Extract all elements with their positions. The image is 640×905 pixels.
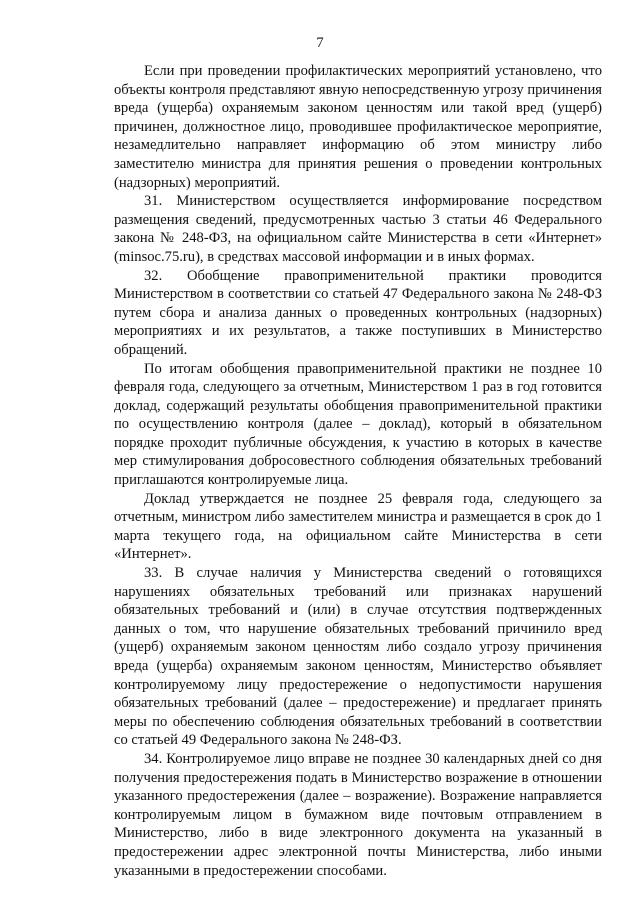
- paragraph-34-objection: 34. Контролируемое лицо вправе не позднее 30 календарных дней со дня получения предостережения подать в Министерство возражение в отношении указанного предостережения (далее – возражение). Возражение направляется контролируемым лицом в бумажном виде почтовым отправлением в Министерство, либо в виде электронного документа на указанный в предостережении адрес электронной почты Министерства, либо иными указанными в предостережении способами.: [114, 750, 602, 879]
- paragraph-threat-notice: Если при проведении профилактических мероприятий установлено, что объекты контроля представляют явную непосредственную угрозу причинения вреда (ущерба) охраняемым законом ценностям или такой вред (ущерб) причинен, должностное лицо, проводившее профилактическое мероприятие, незамедлительно направляет информацию об этом министру либо заместителю министра для принятия решения о проведении контрольных (надзорных) мероприятий.: [114, 63, 602, 191]
- paragraph-32-practice-generalization: 32. Обобщение правоприменительной практики проводится Министерством в соответствии со статьей 47 Федерального закона № 248-ФЗ путем сбора и анализа данных о проведенных контрольных (надзорных) мероприятиях и их результатов, а также поступивших в Министерство обращений.: [114, 267, 602, 358]
- document-body: [114, 62, 602, 880]
- paragraph-31-informing: 31. Министерством осуществляется информирование посредством размещения сведений, предусмотренных частью 3 статьи 46 Федерального закона № 248-ФЗ, на официальном сайте Министерства в сети «Интернет» (minsoc.75.ru), в средствах массовой информации и в иных формах.: [114, 193, 602, 265]
- paragraph-33-warning: 33. В случае наличия у Министерства сведений о готовящихся нарушениях обязательных требований или признаках нарушений обязательных требований и (или) в случае отсутствия подтвержденных данных о том, что нарушение обязательных требований причинило вред (ущерб) охраняемым законом ценностям либо создало угрозу причинения вреда (ущерба) охраняемым законом ценностям, Министерство объявляет контролируемому лицу предостережение о недопустимости нарушения обязательных требований (далее – предостережение) и предлагает принять меры по обеспечению соблюдения обязательных требований в соответствии со статьей 49 Федерального закона № 248-ФЗ.: [114, 565, 602, 749]
- paragraph-report-preparation: По итогам обобщения правоприменительной практики не позднее 10 февраля года, следующего за отчетным, Министерством 1 раз в год готовится доклад, содержащий результаты обобщения правоприменительной практики по осуществлению контроля (далее – доклад), который в обязательном порядке проходит публичные обсуждения, к участию в которых в качестве мер стимулирования добросовестного соблюдения обязательных требований приглашаются контролируемые лица.: [114, 360, 602, 489]
- paragraph-report-approval: Доклад утверждается не позднее 25 февраля года, следующего за отчетным, министром либо заместителем министра и размещается в срок до 1 марта текущего года, на официальном сайте Министерства в сети «Интернет».: [114, 490, 602, 563]
- page-number: 7: [316, 35, 324, 51]
